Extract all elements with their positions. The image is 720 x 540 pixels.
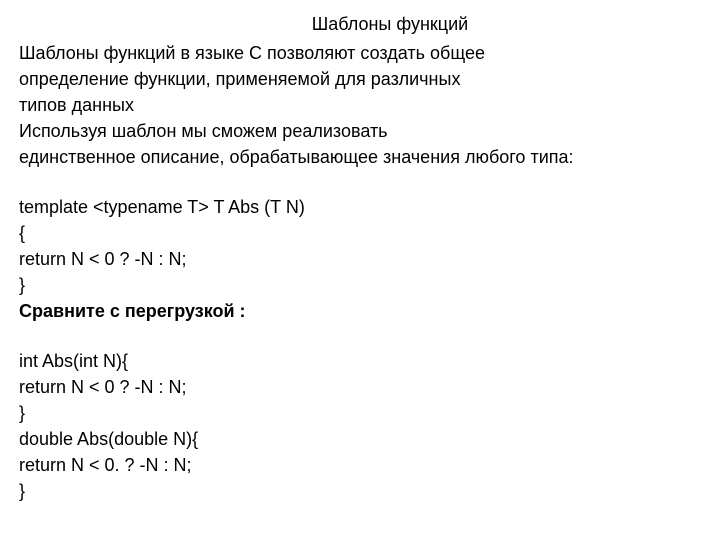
intro-line: единственное описание, обрабатывающее значения любого типа: bbox=[19, 147, 574, 167]
spacer bbox=[19, 170, 709, 194]
code-line: { bbox=[19, 223, 26, 243]
overload-code-block bbox=[19, 348, 709, 504]
template-code-block bbox=[19, 194, 709, 298]
intro-line: определение функции, применяемой для различных bbox=[19, 69, 461, 89]
code-line: template <typename T> T Abs (T N) bbox=[19, 197, 305, 217]
intro-line: Шаблоны функций в языке С позволяют создать общее bbox=[19, 43, 485, 63]
intro-line: типов данных bbox=[19, 95, 134, 115]
code-line: } bbox=[19, 403, 26, 423]
intro-line: Используя шаблон мы сможем реализовать bbox=[19, 121, 388, 141]
slide-title: Шаблоны функций bbox=[311, 14, 469, 34]
code-line: return N < 0 ? -N : N; bbox=[19, 249, 187, 269]
code-line: int Abs(int N){ bbox=[19, 351, 129, 371]
code-line: return N < 0. ? -N : N; bbox=[19, 455, 192, 475]
code-line: } bbox=[19, 275, 26, 295]
code-line: } bbox=[19, 481, 26, 501]
code-line: double Abs(double N){ bbox=[19, 429, 199, 449]
intro-paragraph bbox=[19, 40, 709, 170]
slide-body bbox=[19, 40, 709, 504]
compare-heading: Сравните с перегрузкой : bbox=[19, 301, 246, 321]
code-line: return N < 0 ? -N : N; bbox=[19, 377, 187, 397]
spacer bbox=[19, 324, 709, 348]
